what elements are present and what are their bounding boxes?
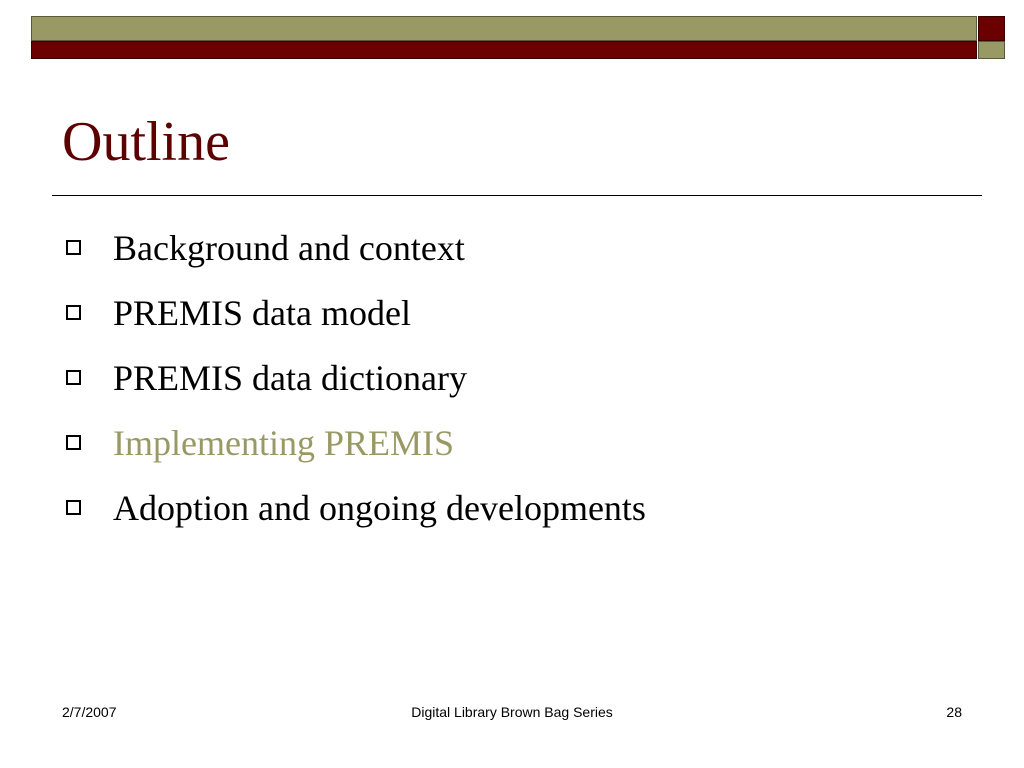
outline-item-data-dictionary	[66, 345, 646, 410]
square-bullet-icon	[66, 500, 81, 515]
footer-page-number: 28	[946, 704, 962, 720]
slide-title: Outline	[62, 111, 230, 173]
outline-item-adoption	[66, 475, 646, 540]
outline-item-label: Adoption and ongoing developments	[113, 487, 646, 528]
top-banner	[31, 16, 1005, 59]
outline-item-background	[66, 215, 646, 280]
banner-olive-square	[978, 41, 1005, 59]
outline-item-label: PREMIS data dictionary	[113, 357, 467, 398]
square-bullet-icon	[66, 305, 81, 320]
banner-maroon-bar	[31, 41, 977, 59]
outline-item-implementing	[66, 410, 646, 475]
slide-footer	[0, 704, 1024, 724]
footer-series-title: Digital Library Brown Bag Series	[411, 704, 613, 720]
square-bullet-icon	[66, 240, 81, 255]
outline-item-label: Implementing PREMIS	[113, 422, 454, 463]
banner-olive-bar	[31, 16, 977, 41]
title-divider	[52, 195, 982, 196]
footer-date: 2/7/2007	[62, 704, 117, 720]
outline-list	[66, 215, 646, 540]
banner-maroon-square	[978, 16, 1005, 41]
square-bullet-icon	[66, 370, 81, 385]
outline-item-label: PREMIS data model	[113, 292, 411, 333]
square-bullet-icon	[66, 435, 81, 450]
outline-item-label: Background and context	[113, 227, 465, 268]
outline-item-data-model	[66, 280, 646, 345]
